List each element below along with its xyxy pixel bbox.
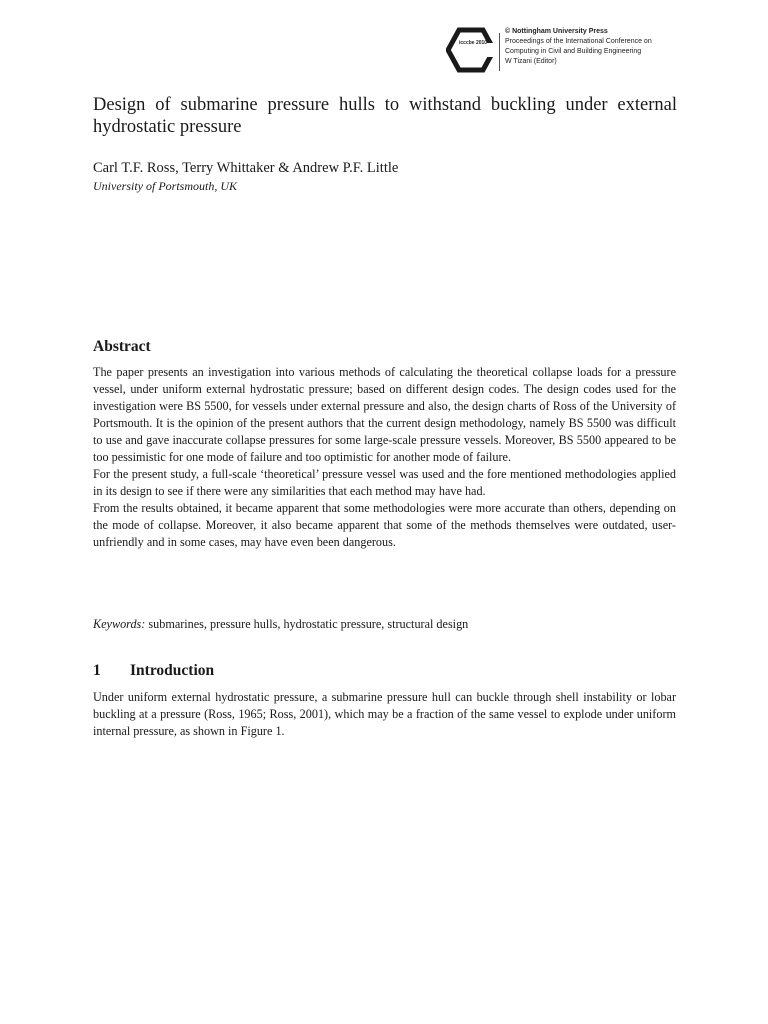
abstract-heading: Abstract — [93, 338, 151, 355]
header-text — [505, 27, 652, 67]
proceedings-line-2: Computing in Civil and Building Engineering — [505, 48, 642, 55]
publisher-line: © Nottingham University Press — [505, 28, 608, 35]
abstract-body — [93, 364, 676, 551]
keywords — [93, 617, 468, 632]
section-title: Introduction — [130, 662, 215, 679]
keywords-text: submarines, pressure hulls, hydrostatic pressure, structural design — [145, 617, 469, 631]
abstract-paragraph: The paper presents an investigation into various methods of calculating the theoretical collapse loads for a pressure vessel, under uniform external hydrostatic pressure; based on different design codes. The design codes used for the investigation were BS 5500, for vessels under external pressure and also, the design charts of Ross of the University of Portsmouth. It is the opinion of the present authors that the current design methodology, namely BS 5500 was difficult to use and gave inaccurate collapse pressures for some large-scale pressure vessels. Moreover, BS 5500 appeared to be too pessimistic for one mode of failure and too optimistic for another mode of failure. — [93, 365, 676, 464]
header-divider — [499, 33, 500, 71]
introduction-paragraph: Under uniform external hydrostatic pressure, a submarine pressure hull can buckle through shell instability or lobar buckling at a pressure (Ross, 1965; Ross, 2001), which may be a fraction of the same vessel to explode under uniform internal pressure, as shown in Figure 1. — [93, 690, 676, 738]
proceedings-line-1: Proceedings of the International Conference on — [505, 38, 652, 45]
paper-title: Design of submarine pressure hulls to withstand buckling under external hydrostatic pressure — [93, 95, 677, 137]
section-number: 1 — [93, 662, 101, 679]
paper-authors: Carl T.F. Ross, Terry Whittaker & Andrew P.F. Little — [93, 160, 399, 176]
hexagon-logo-icon — [446, 27, 496, 73]
paper-affiliation: University of Portsmouth, UK — [93, 179, 237, 193]
keywords-label: Keywords: — [93, 617, 146, 631]
logo-text: icccbe 2010 — [459, 40, 488, 46]
section-heading-introduction — [93, 662, 214, 680]
editor-line: W Tizani (Editor) — [505, 58, 557, 65]
abstract-paragraph: From the results obtained, it became apparent that some methodologies were more accurate than others, depending on the mode of collapse. Moreover, it also became apparent that some of the methods themselves were outdated, user-unfriendly and in some cases, may have even been dangerous. — [93, 501, 676, 549]
conference-header — [446, 25, 746, 77]
conference-logo — [446, 27, 496, 73]
abstract-paragraph: For the present study, a full-scale ‘theoretical’ pressure vessel was used and the fore mentioned methodologies applied in its design to see if there were any similarities that each method may have had. — [93, 467, 676, 498]
